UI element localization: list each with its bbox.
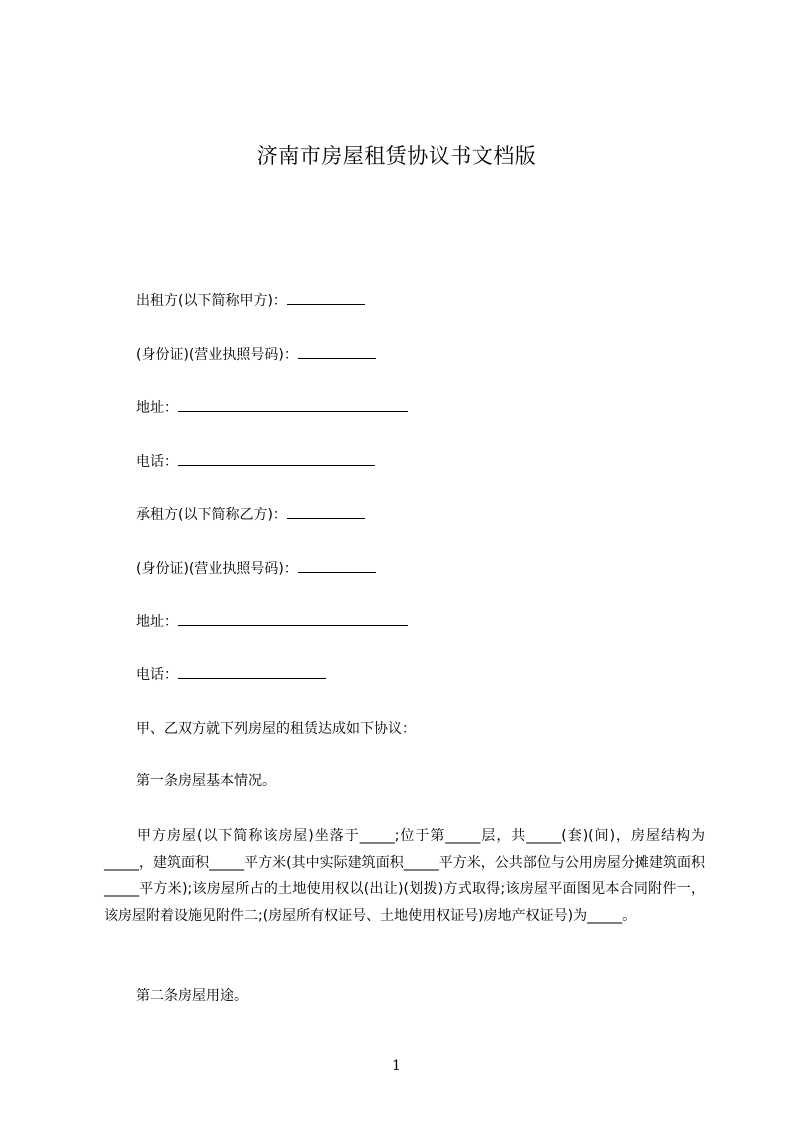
lessor-phone-line	[136, 452, 375, 472]
lessee-address-line	[136, 612, 408, 632]
document-title: 济南市房屋租赁协议书文档版	[256, 144, 537, 168]
page-number: 1	[392, 1058, 401, 1074]
lessor-id-label: (身份证)(营业执照号码)：	[136, 347, 298, 363]
article-1-heading: 第一条房屋基本情况。	[136, 773, 276, 789]
agreement-intro: 甲、乙双方就下列房屋的租赁达成如下协议：	[136, 721, 416, 737]
lessor-id-blank	[298, 345, 376, 359]
lessor-name-blank	[287, 291, 365, 305]
lessee-id-line	[136, 559, 376, 579]
lessee-id-label: (身份证)(营业执照号码)：	[136, 561, 298, 577]
lessor-address-blank	[178, 398, 408, 412]
article-1-body: 甲方房屋(以下简称该房屋)坐落于_____;位于第_____层，共_____(套)(间)，房屋结构为_____，建筑面积_____平方米(其中实际建筑面积_____平方米，公共部位与公用房屋分摊建筑面积_____平方米);该房屋所占的土地使用权以(出让)(划拨)方式取得;该房屋平面图见本合同附件一，该房屋附着设施见附件二;(房屋所有权证号、土地使用权证号)房地产权证号)为_____。	[104, 828, 705, 924]
lessee-id-blank	[298, 559, 376, 573]
article-2-heading: 第二条房屋用途。	[136, 988, 248, 1004]
lessee-name-line	[136, 505, 365, 525]
lessee-phone-blank	[178, 665, 326, 679]
lessor-phone-label: 电话：	[136, 454, 178, 470]
lessor-address-line	[136, 398, 408, 418]
lessee-phone-line	[136, 665, 326, 685]
lessor-phone-blank	[178, 452, 375, 466]
lessee-address-blank	[178, 612, 408, 626]
lessor-name-line	[136, 291, 365, 311]
lessor-id-line	[136, 345, 376, 365]
lessee-address-label: 地址：	[136, 614, 178, 630]
lessor-address-label: 地址：	[136, 400, 178, 416]
lessee-name-blank	[287, 505, 365, 519]
lessor-name-label: 出租方(以下简称甲方)：	[136, 293, 287, 309]
lessee-name-label: 承租方(以下简称乙方)：	[136, 507, 287, 523]
lessee-phone-label: 电话：	[136, 667, 178, 683]
